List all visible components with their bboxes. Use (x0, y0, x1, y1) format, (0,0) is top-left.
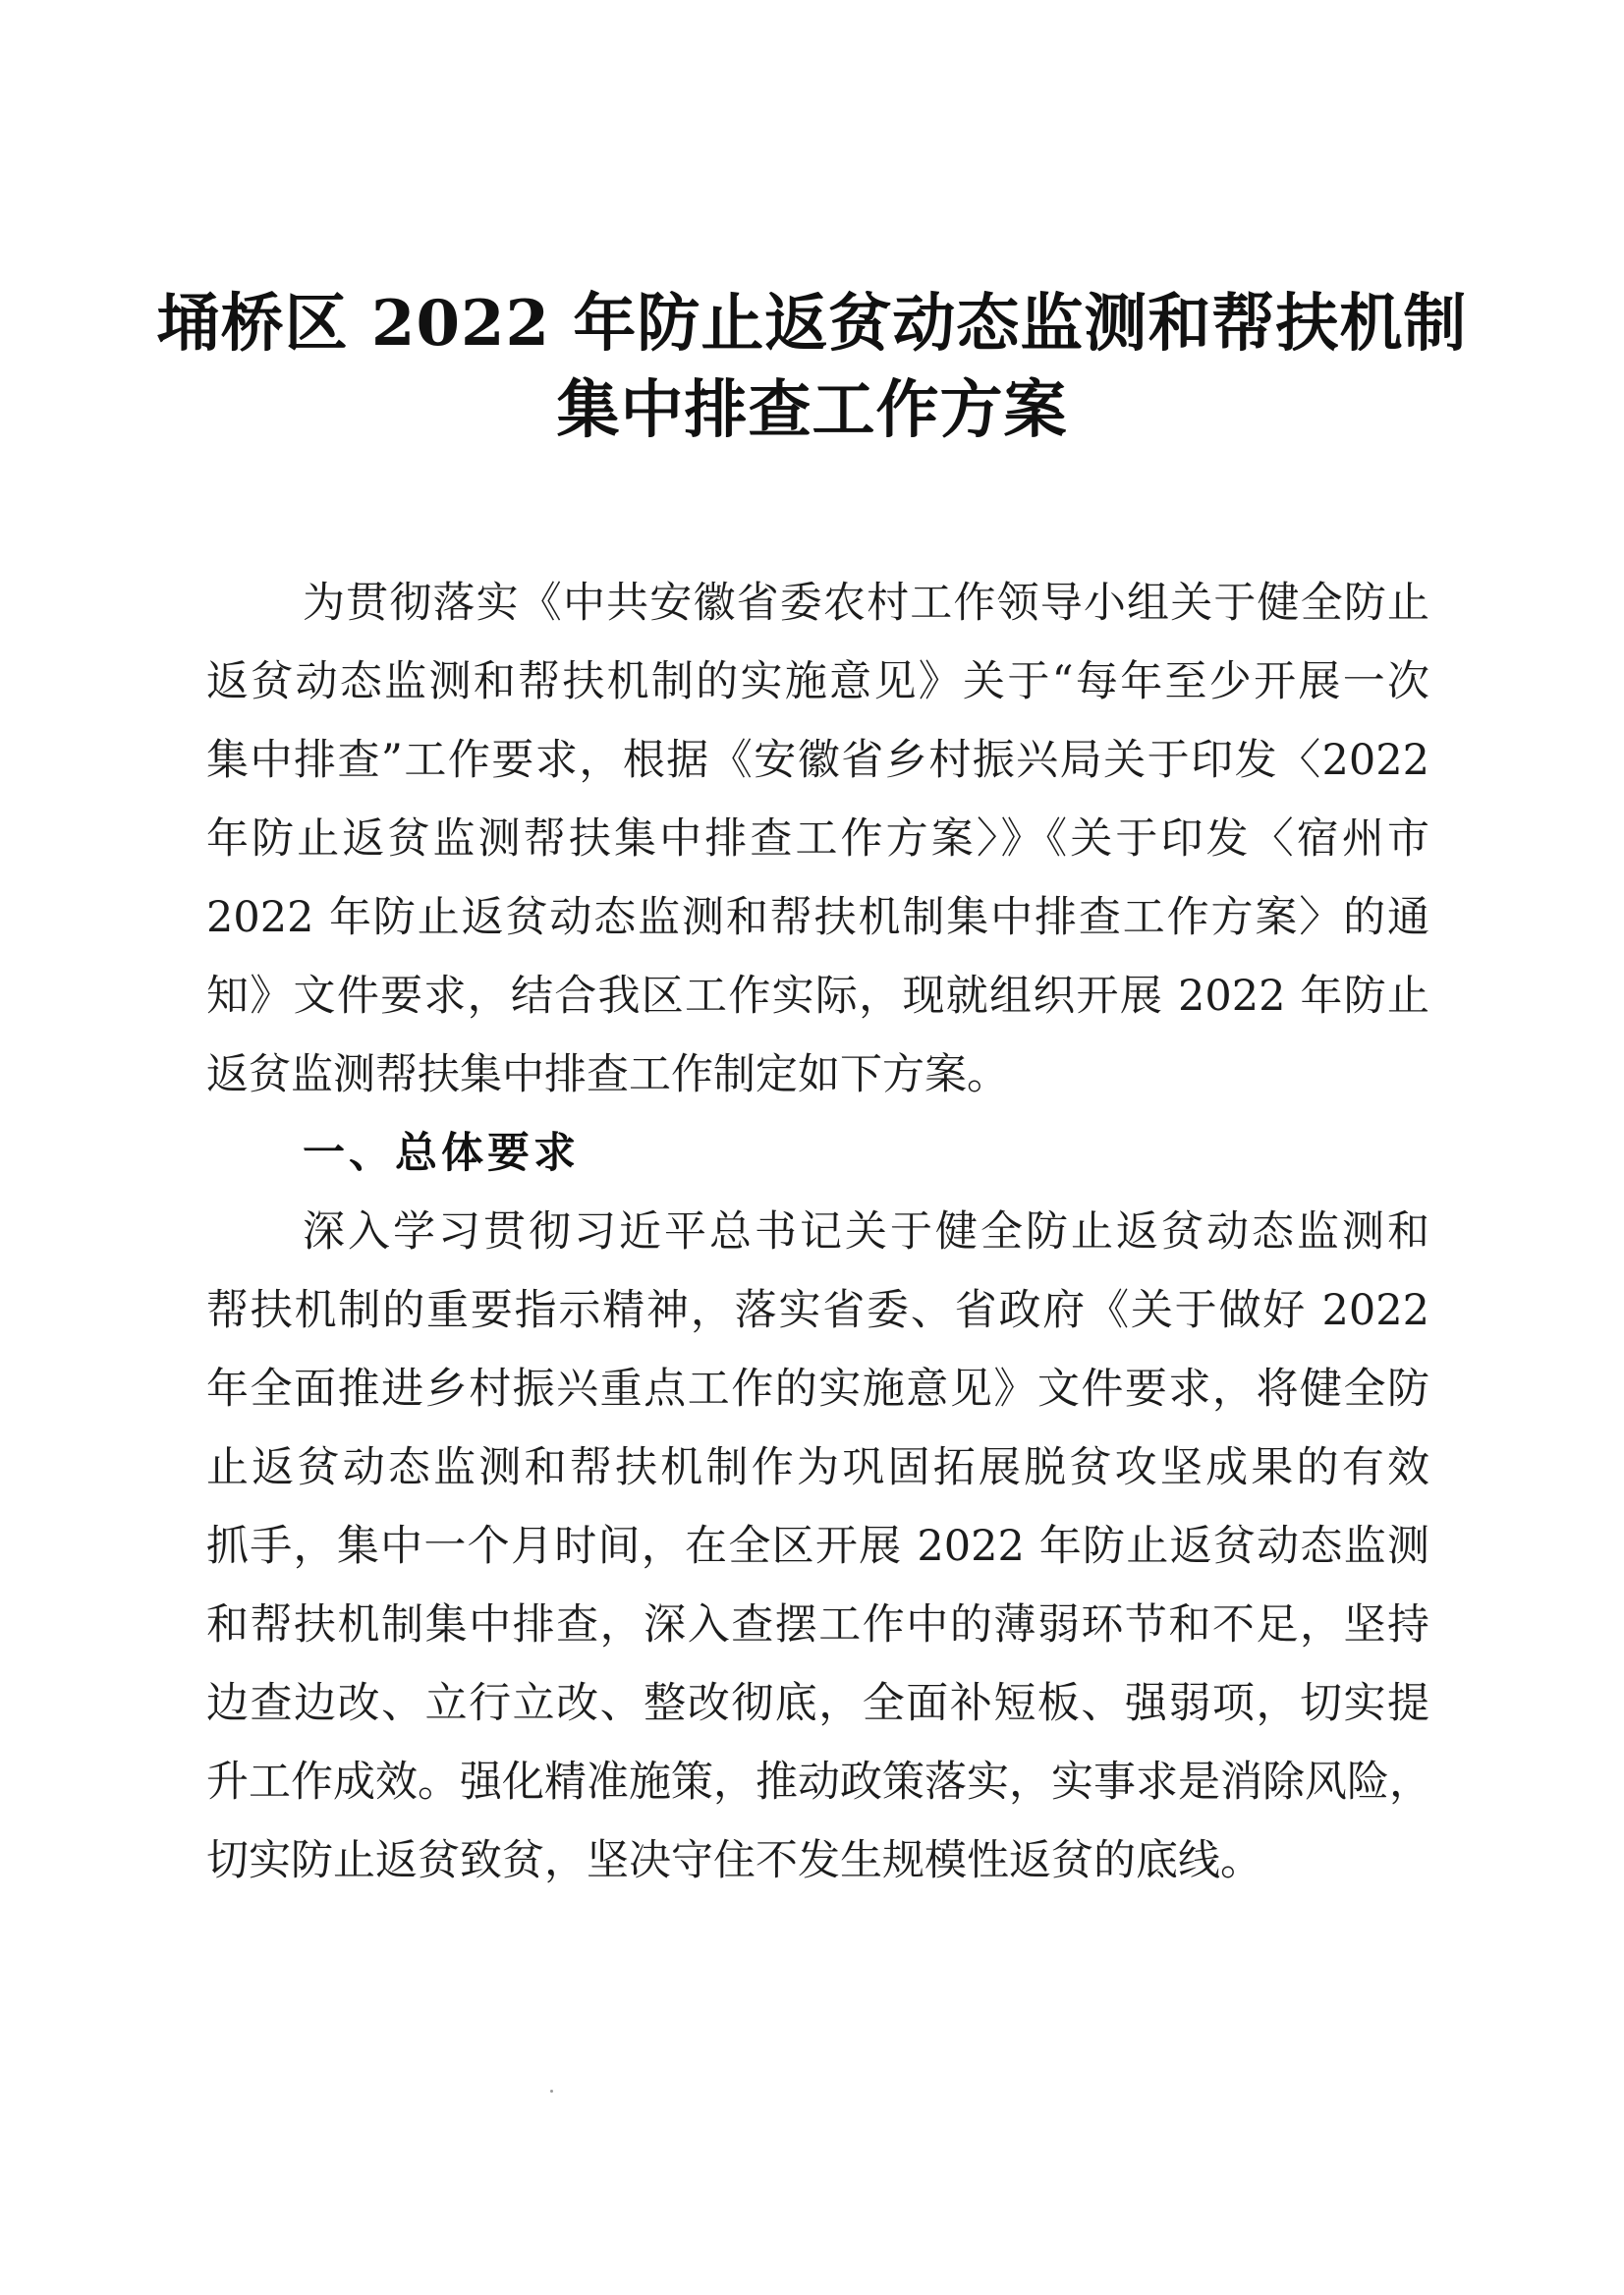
section-line: 边查边改、立行立改、整改彻底，全面补短板、强弱项，切实提 (206, 1679, 1429, 1728)
section-line: 止返贫动态监测和帮扶机制作为巩固拓展脱贫攻坚成果的有效 (206, 1443, 1429, 1492)
scan-speck (550, 2090, 553, 2093)
section-line: 切实防止返贫致贫，坚决守住不发生规模性返贫的底线。 (206, 1836, 1262, 1885)
document-title-line-2: 集中排查工作方案 (556, 373, 1068, 447)
section-line: 帮扶机制的重要指示精神，落实省委、省政府《关于做好 2022 (206, 1286, 1429, 1335)
section-line: 抓手，集中一个月时间，在全区开展 2022 年防止返贫动态监测 (206, 1522, 1429, 1571)
intro-line: 返贫动态监测和帮扶机制的实施意见》关于“每年至少开展一次 (206, 657, 1429, 706)
intro-line: 返贫监测帮扶集中排查工作制定如下方案。 (206, 1050, 1009, 1099)
section-line: 深入学习贯彻习近平总书记关于健全防止返贫动态监测和 (303, 1207, 1429, 1257)
section-line: 升工作成效。强化精准施策，推动政策落实，实事求是消除风险， (206, 1758, 1431, 1807)
section-line: 和帮扶机制集中排查，深入查摆工作中的薄弱环节和不足，坚持 (206, 1600, 1429, 1650)
document-title-line-1: 埇桥区 2022 年防止返贫动态监测和帮扶机制 (156, 287, 1468, 361)
intro-line: 年防止返贫监测帮扶集中排查工作方案〉》《关于印发〈宿州市 (206, 814, 1429, 864)
section-line: 年全面推进乡村振兴重点工作的实施意见》文件要求，将健全防 (206, 1365, 1429, 1414)
intro-line: 为贯彻落实《中共安徽省委农村工作领导小组关于健全防止 (303, 579, 1429, 628)
section-heading: 一、总体要求 (303, 1129, 580, 1178)
intro-line: 集中排查”工作要求，根据《安徽省乡村振兴局关于印发〈2022 (206, 736, 1429, 785)
intro-line: 2022 年防止返贫动态监测和帮扶机制集中排查工作方案〉的通 (206, 893, 1429, 942)
intro-line: 知》文件要求，结合我区工作实际，现就组织开展 2022 年防止 (206, 972, 1429, 1021)
